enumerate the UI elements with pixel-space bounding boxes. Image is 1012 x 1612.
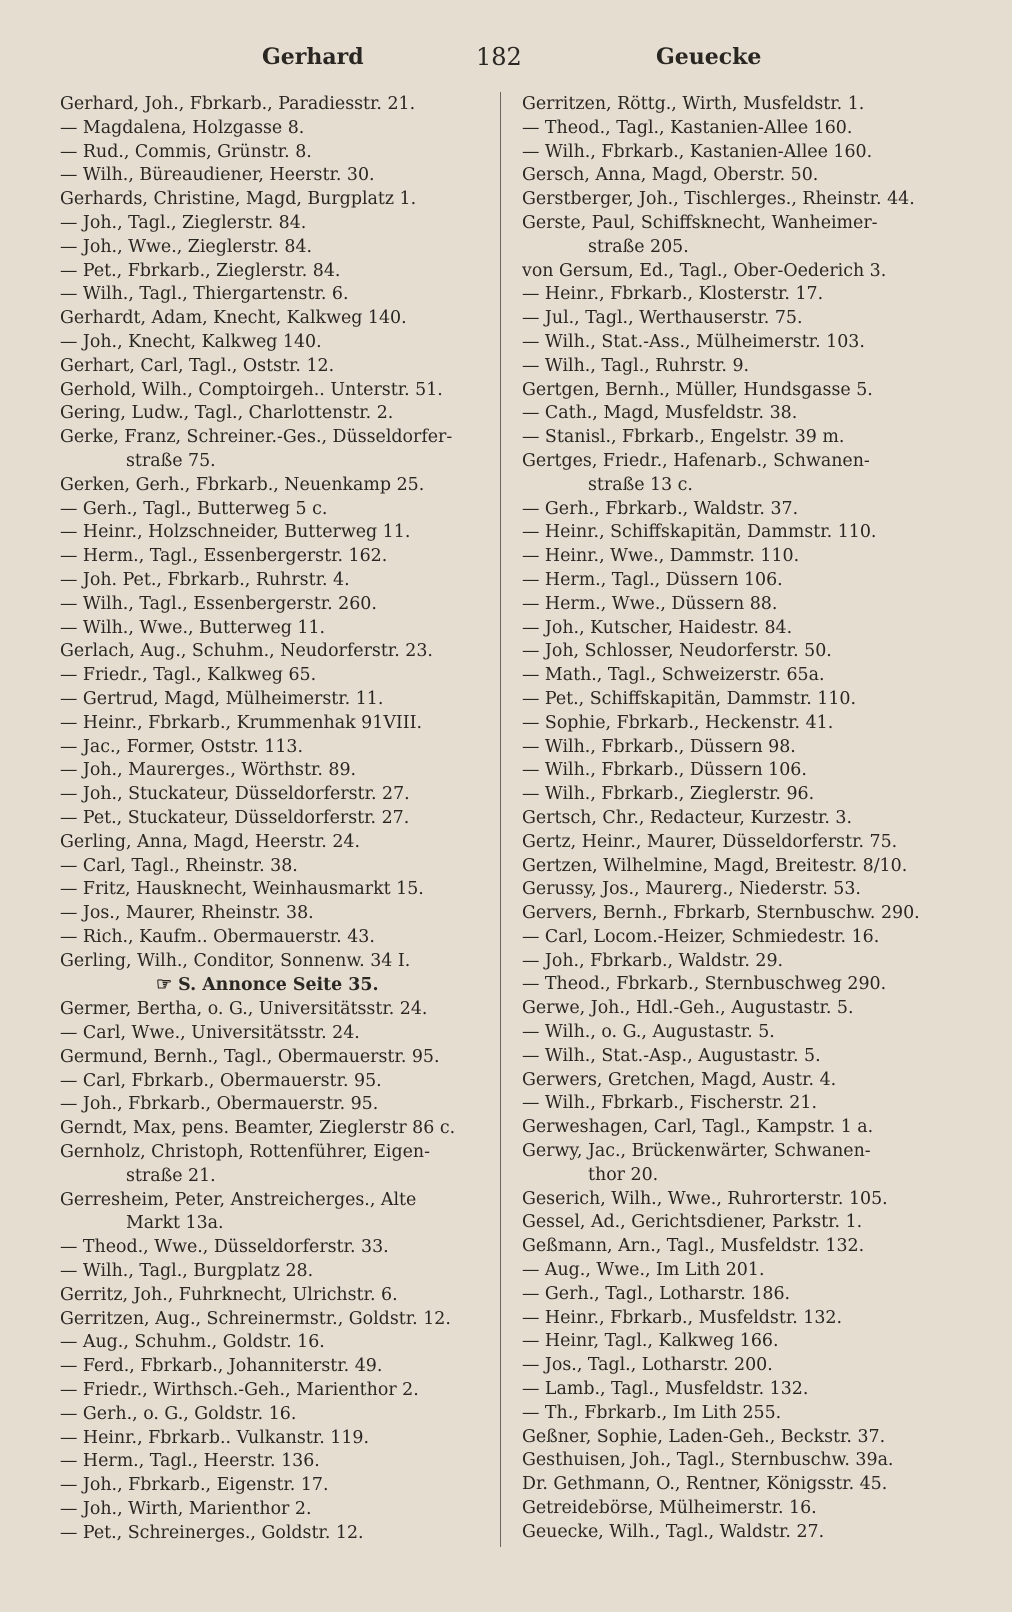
directory-entry: Gerwy, Jac., Brückenwärter, Schwanen- — [522, 1141, 871, 1162]
directory-entry: Gesthuisen, Joh., Tagl., Sternbuschw. 39a. — [522, 1450, 894, 1471]
directory-entry: Geuecke, Wilh., Tagl., Waldstr. 27. — [522, 1521, 825, 1542]
directory-entry: — Carl, Fbrkarb., Obermauerstr. 95. — [60, 1070, 382, 1091]
directory-entry: Gerling, Wilh., Conditor, Sonnenw. 34 I. — [60, 950, 411, 971]
directory-entry: — Gerh., Tagl., Butterweg 5 c. — [60, 498, 328, 519]
directory-entry: — Jos., Maurer, Rheinstr. 38. — [60, 903, 314, 924]
running-head-right: Geuecke — [656, 44, 762, 70]
column-divider — [500, 92, 501, 1547]
directory-entry: Gertz, Heinr., Maurer, Düsseldorferstr. 75. — [522, 831, 898, 852]
directory-entry: — Rich., Kaufm.. Obermauerstr. 43. — [60, 926, 375, 947]
directory-entry: — Friedr., Tagl., Kalkweg 65. — [60, 665, 317, 686]
directory-entry: Germund, Bernh., Tagl., Obermauerstr. 95. — [60, 1046, 440, 1067]
directory-entry: — Wilh., Büreaudiener, Heerstr. 30. — [60, 165, 375, 186]
directory-entry: Gerritzen, Röttg., Wirth, Musfeldstr. 1. — [522, 94, 865, 114]
directory-entry: — Math., Tagl., Schweizerstr. 65a. — [522, 665, 825, 686]
directory-entry: Geserich, Wilh., Wwe., Ruhrorterstr. 105. — [522, 1188, 888, 1209]
directory-entry: — Joh., Fbrkarb., Eigenstr. 17. — [60, 1475, 329, 1496]
directory-entry: Gerritzen, Aug., Schreinermstr., Goldstr. 12. — [60, 1308, 451, 1329]
directory-entry: — Wilh., Fbrkarb., Düssern 98. — [522, 736, 796, 757]
directory-entry: — Joh., Kutscher, Haidestr. 84. — [522, 617, 793, 638]
directory-entry: Gessel, Ad., Gerichtsdiener, Parkstr. 1. — [522, 1212, 863, 1233]
directory-entry: — Herm., Wwe., Düssern 88. — [522, 593, 778, 614]
directory-entry: Gerhards, Christine, Magd, Burgplatz 1. — [60, 189, 417, 210]
directory-entry: — Joh., Wwe., Zieglerstr. 84. — [60, 236, 313, 257]
directory-entry: — Heinr., Wwe., Dammstr. 110. — [522, 546, 800, 567]
directory-entry: — Pet., Schiffskapitän, Dammstr. 110. — [522, 688, 856, 709]
directory-entry: — Jul., Tagl., Werthauserstr. 75. — [522, 308, 803, 329]
directory-entry: — Theod., Wwe., Düsseldorferstr. 33. — [60, 1237, 389, 1258]
directory-entry: — Heinr., Fbrkarb.. Vulkanstr. 119. — [60, 1427, 369, 1448]
directory-entry: — Friedr., Wirthsch.-Geh., Marienthor 2. — [60, 1380, 419, 1401]
right-column — [522, 93, 970, 1545]
directory-entry: — Wilh., Tagl., Thiergartenstr. 6. — [60, 284, 349, 305]
directory-entry: straße 205. — [588, 236, 689, 257]
directory-entry: straße 21. — [126, 1165, 216, 1186]
directory-entry: — Jos., Tagl., Lotharstr. 200. — [522, 1355, 773, 1376]
directory-entry: Germer, Bertha, o. G., Universitätsstr. 24. — [60, 999, 428, 1020]
directory-entry: — Wilh., Fbrkarb., Fischerstr. 21. — [522, 1093, 817, 1114]
directory-entry: Markt 13a. — [126, 1213, 224, 1234]
directory-entry: Gering, Ludw., Tagl., Charlottenstr. 2. — [60, 403, 394, 424]
directory-entry: — Heinr., Holzschneider, Butterweg 11. — [60, 522, 411, 543]
directory-entry: thor 20. — [588, 1164, 659, 1185]
directory-entry: Gersch, Anna, Magd, Oberstr. 50. — [522, 165, 819, 186]
directory-entry: — Wilh., Tagl., Essenbergerstr. 260. — [60, 593, 377, 614]
directory-entry: — Magdalena, Holzgasse 8. — [60, 117, 305, 138]
directory-entry: straße 13 c. — [588, 474, 693, 495]
directory-entry: Gerken, Gerh., Fbrkarb., Neuenkamp 25. — [60, 474, 425, 495]
directory-entry: — Fritz, Hausknecht, Weinhausmarkt 15. — [60, 879, 424, 900]
directory-entry: — Gerh., Tagl., Lotharstr. 186. — [522, 1283, 791, 1304]
pointing-hand-icon: ☞ — [156, 974, 173, 996]
directory-entry: — Wilh., Tagl., Ruhrstr. 9. — [522, 355, 750, 376]
directory-entry: — Heinr., Fbrkarb., Musfeldstr. 132. — [522, 1307, 843, 1328]
directory-entry: Gerndt, Max, pens. Beamter, Zieglerstr 86 c. — [60, 1118, 456, 1139]
directory-entry: Gerussy, Jos., Maurerg., Niederstr. 53. — [522, 879, 861, 900]
directory-entry: Dr. Gethmann, O., Rentner, Königsstr. 45. — [522, 1474, 888, 1495]
directory-entry: Gernholz, Christoph, Rottenführer, Eigen- — [60, 1142, 430, 1163]
directory-entry — [60, 973, 500, 998]
directory-entry: — Jac., Former, Oststr. 113. — [60, 736, 303, 757]
directory-entry: — Wilh., Fbrkarb., Kastanien-Allee 160. — [522, 141, 873, 162]
directory-entry: — Herm., Tagl., Düssern 106. — [522, 569, 783, 590]
directory-entry: — Aug., Schuhm., Goldstr. 16. — [60, 1332, 325, 1353]
directory-entry: Gerste, Paul, Schiffsknecht, Wanheimer- — [522, 212, 878, 233]
directory-entry: — Gertrud, Magd, Mülheimerstr. 11. — [60, 688, 384, 709]
directory-entry: — Herm., Tagl., Essenbergerstr. 162. — [60, 546, 388, 567]
directory-entry: — Rud., Commis, Grünstr. 8. — [60, 141, 312, 162]
page-number: 182 — [476, 43, 522, 71]
directory-entry: — Wilh., o. G., Augustastr. 5. — [522, 1022, 775, 1043]
directory-entry: — Theod., Fbrkarb., Sternbuschweg 290. — [522, 974, 887, 995]
directory-entry: — Pet., Schreinerges., Goldstr. 12. — [60, 1522, 364, 1543]
directory-entry: — Wilh., Stat.-Ass., Mülheimerstr. 103. — [522, 331, 865, 352]
directory-entry: — Wilh., Fbrkarb., Zieglerstr. 96. — [522, 784, 815, 805]
directory-entry: Geßner, Sophie, Laden-Geh., Beckstr. 37. — [522, 1426, 886, 1447]
directory-entry: Gerling, Anna, Magd, Heerstr. 24. — [60, 831, 360, 852]
left-column — [60, 93, 500, 1546]
directory-entry: Gertges, Friedr., Hafenarb., Schwanen- — [522, 450, 870, 471]
directory-entry: — Pet., Fbrkarb., Zieglerstr. 84. — [60, 260, 341, 281]
directory-entry: — Carl, Locom.-Heizer, Schmiedestr. 16. — [522, 926, 880, 947]
directory-entry: — Stanisl., Fbrkarb., Engelstr. 39 m. — [522, 427, 845, 448]
directory-entry: Gerresheim, Peter, Anstreicherges., Alte — [60, 1189, 417, 1210]
directory-entry: — Joh., Fbrkarb., Waldstr. 29. — [522, 950, 784, 971]
directory-entry: Gerlach, Aug., Schuhm., Neudorferstr. 23. — [60, 641, 433, 662]
directory-entry: — Joh., Tagl., Zieglerstr. 84. — [60, 212, 307, 233]
directory-entry: von Gersum, Ed., Tagl., Ober-Oederich 3. — [522, 260, 887, 281]
directory-entry: — Joh., Maurerges., Wörthstr. 89. — [60, 760, 357, 781]
running-head-left: Gerhard — [262, 44, 364, 70]
directory-entry: Gerhold, Wilh., Comptoirgeh.. Unterstr. 51. — [60, 379, 443, 400]
directory-entry: — Joh, Schlosser, Neudorferstr. 50. — [522, 641, 832, 662]
directory-entry: — Gerh., Fbrkarb., Waldstr. 37. — [522, 498, 799, 519]
directory-entry: — Joh., Knecht, Kalkweg 140. — [60, 331, 322, 352]
directory-entry: — Sophie, Fbrkarb., Heckenstr. 41. — [522, 712, 834, 733]
directory-entry: — Cath., Magd, Musfeldstr. 38. — [522, 403, 798, 424]
directory-entry: — Joh. Pet., Fbrkarb., Ruhrstr. 4. — [60, 569, 350, 590]
directory-entry: — Wilh., Fbrkarb., Düssern 106. — [522, 760, 807, 781]
directory-entry: — Heinr., Fbrkarb., Krummenhak 91VIII. — [60, 712, 423, 733]
directory-entry: — Heinr, Tagl., Kalkweg 166. — [522, 1331, 779, 1352]
directory-entry: — Wilh., Stat.-Asp., Augustastr. 5. — [522, 1045, 821, 1066]
directory-entry: — Wilh., Wwe., Butterweg 11. — [60, 617, 326, 638]
directory-entry: — Lamb., Tagl., Musfeldstr. 132. — [522, 1379, 809, 1400]
directory-entry: — Pet., Stuckateur, Düsseldorferstr. 27. — [60, 807, 410, 828]
directory-entry: — Ferd., Fbrkarb., Johanniterstr. 49. — [60, 1356, 383, 1377]
directory-entry: Getreidebörse, Mülheimerstr. 16. — [522, 1498, 817, 1519]
directory-entry: Gerhard, Joh., Fbrkarb., Paradiesstr. 21. — [60, 94, 416, 114]
directory-entry: — Carl, Wwe., Universitätsstr. 24. — [60, 1023, 360, 1044]
directory-entry: Gertzen, Wilhelmine, Magd, Breitestr. 8/10. — [522, 855, 908, 876]
directory-entry: — Joh., Wirth, Marienthor 2. — [60, 1499, 312, 1520]
directory-entry: Gervers, Bernh., Fbrkarb, Sternbuschw. 290. — [522, 903, 920, 924]
directory-entry: — Heinr., Schiffskapitän, Dammstr. 110. — [522, 522, 877, 543]
directory-entry: straße 75. — [126, 450, 216, 471]
directory-entry: — Joh., Fbrkarb., Obermauerstr. 95. — [60, 1094, 379, 1115]
directory-entry: Gertsch, Chr., Redacteur, Kurzestr. 3. — [522, 807, 853, 828]
directory-entry: Gerwe, Joh., Hdl.-Geh., Augustastr. 5. — [522, 998, 854, 1019]
directory-entry: — Wilh., Tagl., Burgplatz 28. — [60, 1261, 314, 1282]
directory-entry: — Joh., Stuckateur, Düsseldorferstr. 27. — [60, 784, 410, 805]
directory-entry: Gerhardt, Adam, Knecht, Kalkweg 140. — [60, 308, 407, 329]
directory-entry: — Herm., Tagl., Heerstr. 136. — [60, 1451, 320, 1472]
directory-entry: — Gerh., o. G., Goldstr. 16. — [60, 1403, 297, 1424]
directory-entry: Gerritz, Joh., Fuhrknecht, Ulrichstr. 6. — [60, 1284, 398, 1305]
directory-entry: Gerke, Franz, Schreiner.-Ges., Düsseldorfer- — [60, 427, 453, 448]
directory-entry: — Aug., Wwe., Im Lith 201. — [522, 1260, 765, 1281]
directory-entry: Gerstberger, Joh., Tischlerges., Rheinstr. 44. — [522, 189, 915, 210]
directory-entry: — Carl, Tagl., Rheinstr. 38. — [60, 855, 298, 876]
directory-entry: Gerhart, Carl, Tagl., Oststr. 12. — [60, 355, 335, 376]
directory-entry: Geßmann, Arn., Tagl., Musfeldstr. 132. — [522, 1236, 865, 1257]
notice-text: S. Annonce Seite 35. — [178, 975, 379, 996]
directory-entry: — Th., Fbrkarb., Im Lith 255. — [522, 1402, 782, 1423]
directory-entry: Gerweshagen, Carl, Tagl., Kampstr. 1 a. — [522, 1117, 874, 1138]
directory-entry: Gerwers, Gretchen, Magd, Austr. 4. — [522, 1069, 837, 1090]
directory-entry: — Theod., Tagl., Kastanien-Allee 160. — [522, 117, 853, 138]
directory-entry: Gertgen, Bernh., Müller, Hundsgasse 5. — [522, 379, 873, 400]
directory-entry: — Heinr., Fbrkarb., Klosterstr. 17. — [522, 284, 824, 305]
